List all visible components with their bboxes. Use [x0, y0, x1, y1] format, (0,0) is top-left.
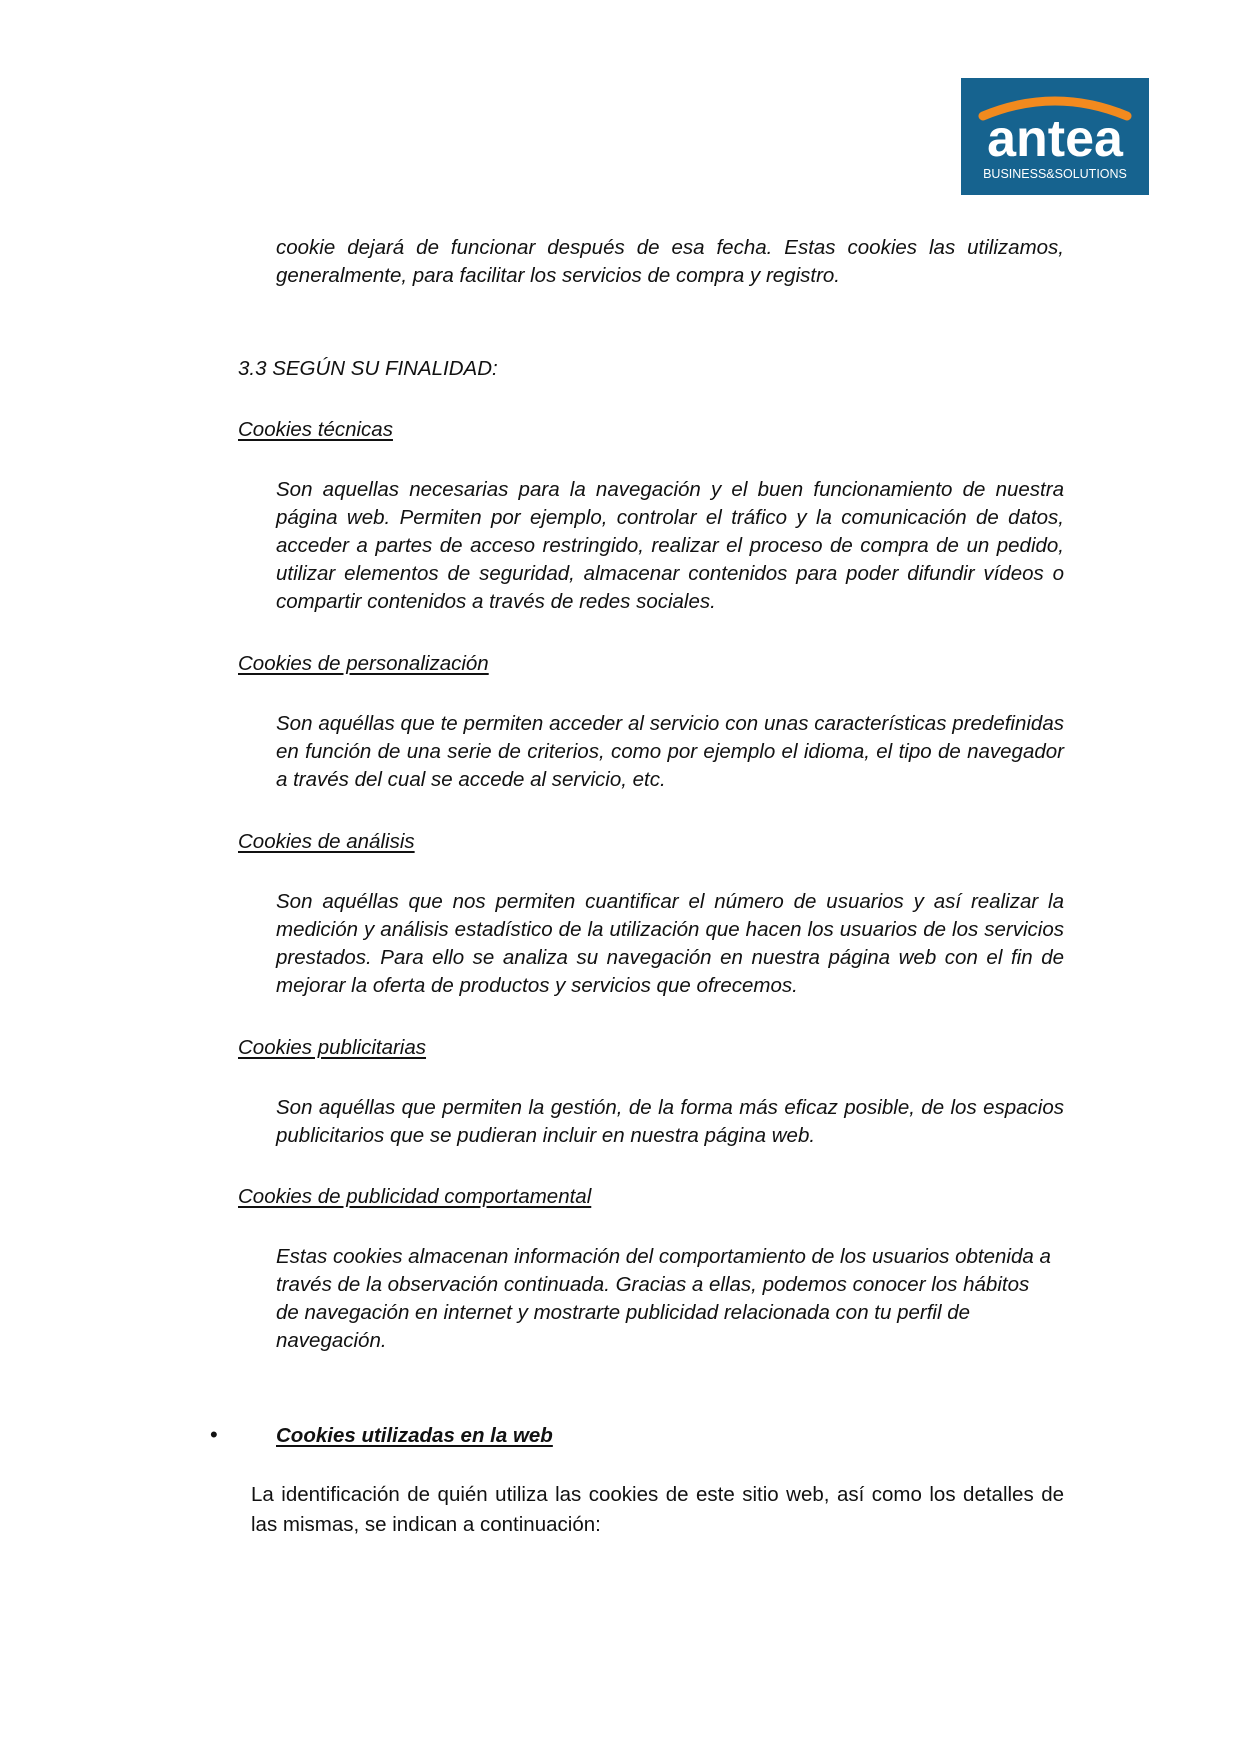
heading-cookies-analisis: Cookies de análisis — [238, 830, 415, 853]
text-cookies-publicidad-comportamental: Estas cookies almacenan información del comportamiento de los usuarios obtenida a través de la observación continuada. Gracias a ellas, podemos conocer los hábitos de navegación en internet y mostrarte publicidad relacionada con tu perfil de navegación. — [276, 1245, 1051, 1352]
continuation-paragraph: cookie dejará de funcionar después de esa fecha. Estas cookies las utilizamos, generalmente, para facilitar los servicios de compra y registro. — [276, 236, 1064, 287]
bullet-title: Cookies utilizadas en la web — [276, 1424, 553, 1447]
heading-cookies-publicidad-comportamental: Cookies de publicidad comportamental — [238, 1185, 592, 1208]
section-title: 3.3 SEGÚN SU FINALIDAD: — [238, 357, 498, 380]
bullet-marker: • — [210, 1422, 218, 1447]
text-cookies-tecnicas: Son aquellas necesarias para la navegación y el buen funcionamiento de nuestra página web. Permiten por ejemplo, controlar el tráfico y la comunicación de datos, acceder a partes de acceso restringido, realizar el proceso de compra de un pedido, utilizar elementos de seguridad, almacenar contenidos para poder difundir vídeos o compartir contenidos a través de redes sociales. — [276, 478, 1064, 613]
text-cookies-publicitarias: Son aquéllas que permiten la gestión, de la forma más eficaz posible, de los espacios publicitarios que se pudieran incluir en nuestra página web. — [276, 1096, 1064, 1147]
svg-text:BUSINESS&SOLUTIONS: BUSINESS&SOLUTIONS — [983, 167, 1127, 181]
text-cookies-analisis: Son aquéllas que nos permiten cuantificar el número de usuarios y así realizar la medición y análisis estadístico de la utilización que hacen los usuarios de los servicios prestados. Para ello se analiza su navegación en nuestra página web con el fin de mejorar la oferta de productos y servicios que ofrecemos. — [276, 890, 1064, 997]
closing-paragraph: La identificación de quién utiliza las cookies de este sitio web, así como los detalles de las mismas, se indican a continuación: — [251, 1483, 1064, 1536]
svg-text:antea: antea — [987, 110, 1123, 168]
text-cookies-personalizacion: Son aquéllas que te permiten acceder al servicio con unas características predefinidas en función de una serie de criterios, como por ejemplo el idioma, el tipo de navegador a través del cual se accede al servicio, etc. — [276, 712, 1064, 791]
heading-cookies-personalizacion: Cookies de personalización — [238, 652, 489, 675]
antea-logo — [961, 78, 1149, 195]
heading-cookies-publicitarias: Cookies publicitarias — [238, 1036, 427, 1059]
antea-logo-graphic — [961, 78, 1149, 195]
heading-cookies-tecnicas: Cookies técnicas — [238, 418, 393, 441]
